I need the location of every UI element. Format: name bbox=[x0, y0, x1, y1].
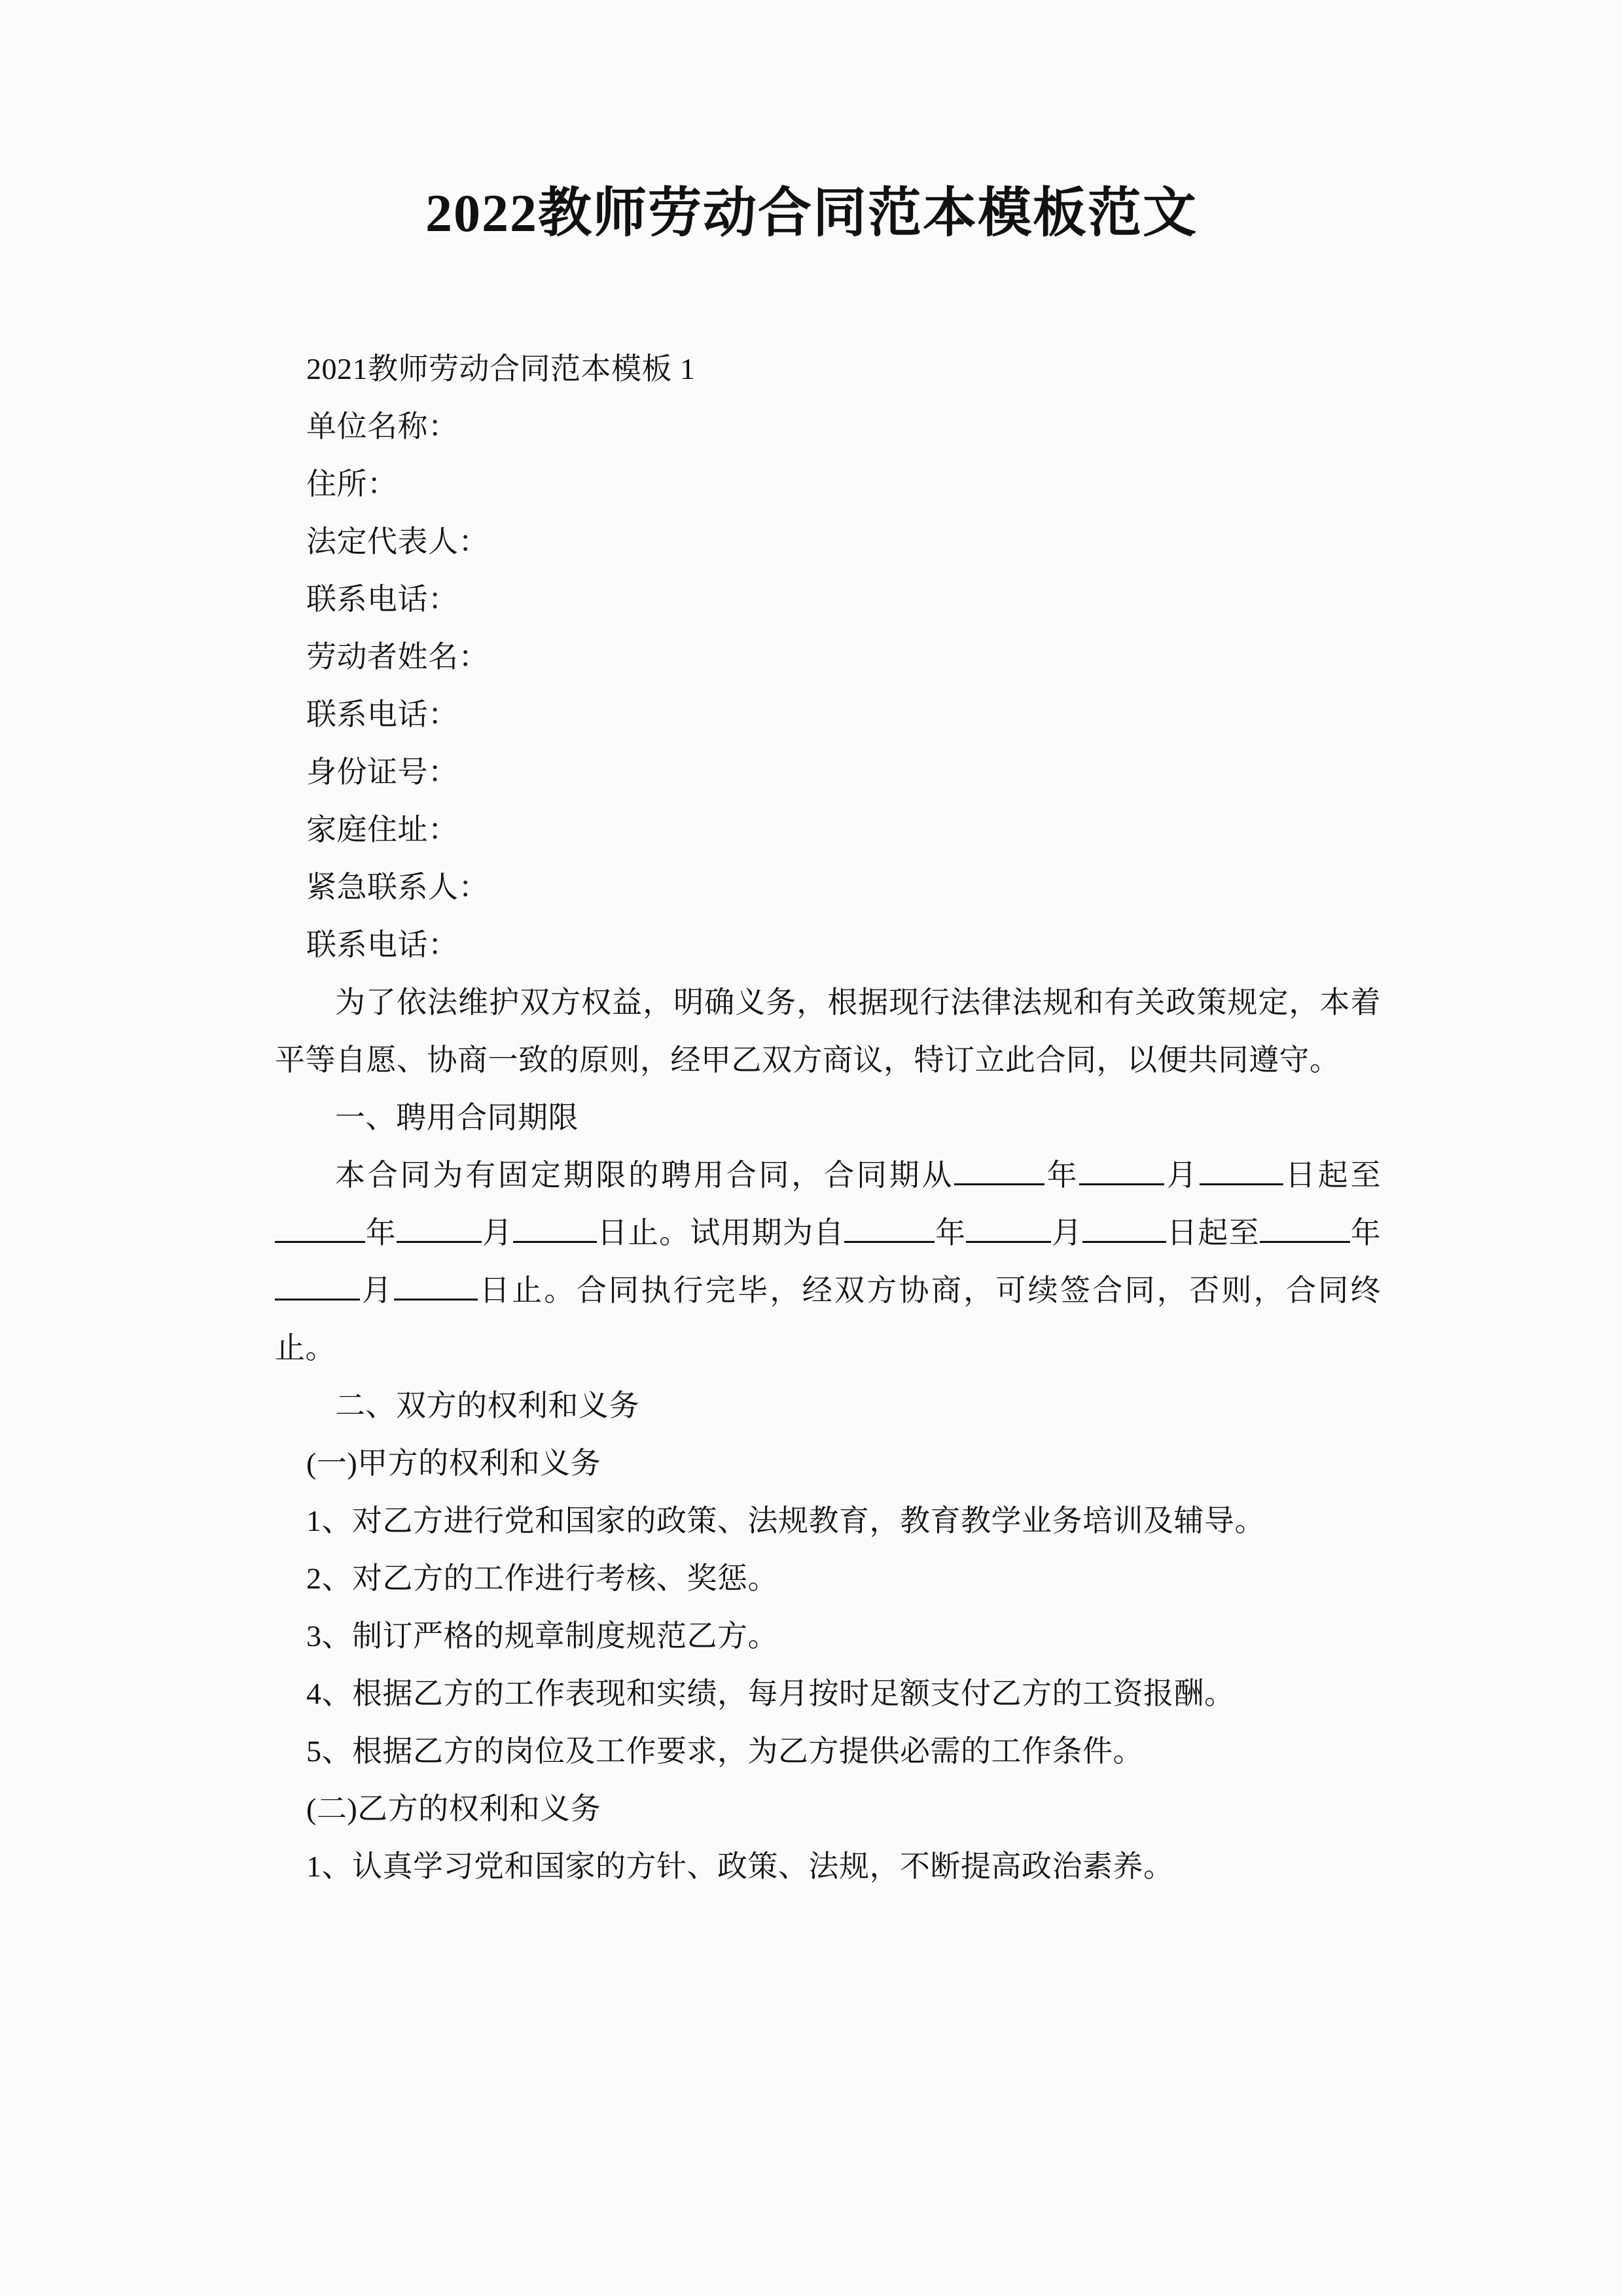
contract-term-paragraph bbox=[275, 1147, 1381, 1377]
term-segment-5: 日止。合同执行完毕，经双方协商，可续签合同，否则，合同终止。 bbox=[275, 1274, 1382, 1365]
list-item: 1、认真学习党和国家的方针、政策、法规，不断提高政治素养。 bbox=[306, 1850, 1174, 1883]
subsection-heading-party-a: (一)甲方的权利和义务 bbox=[306, 1446, 601, 1480]
subsection-heading-party-b: (二)乙方的权利和义务 bbox=[306, 1792, 601, 1825]
field-label-legal-representative: 法定代表人： bbox=[306, 525, 489, 558]
document-subheading: 2021教师劳动合同范本模板 1 bbox=[306, 352, 696, 386]
field-label-address: 住所： bbox=[306, 467, 398, 501]
field-label-worker-phone: 联系电话： bbox=[306, 698, 459, 731]
blank-end-year[interactable] bbox=[275, 1241, 365, 1243]
unit-year-2: 年 bbox=[365, 1216, 397, 1249]
page-title: 2022教师劳动合同范本模板范文 bbox=[425, 183, 1198, 243]
unit-month-4: 月 bbox=[360, 1274, 395, 1307]
blank-end-month[interactable] bbox=[397, 1241, 482, 1243]
blank-probation-end-year[interactable] bbox=[1260, 1241, 1350, 1243]
term-segment-2: 起至 bbox=[1317, 1158, 1382, 1192]
unit-month-2: 月 bbox=[481, 1216, 513, 1249]
unit-day-1: 日 bbox=[1283, 1158, 1318, 1192]
term-segment-1: 本合同为有固定期限的聘用合同，合同期从 bbox=[335, 1158, 955, 1192]
unit-year-3: 年 bbox=[935, 1216, 967, 1249]
unit-month-3: 月 bbox=[1051, 1216, 1083, 1249]
field-label-unit-phone: 联系电话： bbox=[306, 583, 459, 616]
blank-probation-end-month[interactable] bbox=[275, 1299, 360, 1300]
list-item: 3、制订严格的规章制度规范乙方。 bbox=[306, 1619, 778, 1653]
blank-probation-start-year[interactable] bbox=[844, 1241, 935, 1243]
field-label-home-address: 家庭住址： bbox=[306, 813, 459, 846]
field-label-worker-name: 劳动者姓名： bbox=[306, 640, 489, 673]
unit-year-1: 年 bbox=[1044, 1158, 1080, 1192]
section-heading-rights-obligations: 二、双方的权利和义务 bbox=[335, 1389, 639, 1422]
field-label-emergency-contact: 紧急联系人： bbox=[306, 870, 489, 904]
list-item: 4、根据乙方的工作表现和实绩，每月按时足额支付乙方的工资报酬。 bbox=[306, 1677, 1235, 1710]
unit-year-4: 年 bbox=[1349, 1216, 1382, 1249]
blank-end-day[interactable] bbox=[513, 1241, 597, 1243]
document-body bbox=[275, 340, 1381, 1895]
section-heading-contract-term: 一、聘用合同期限 bbox=[335, 1101, 579, 1134]
preamble-paragraph: 为了依法维护双方权益，明确义务，根据现行法律法规和有关政策规定，本着平等自愿、协商一致的原则，经甲乙双方商议，特订立此合同，以便共同遵守。 bbox=[275, 986, 1381, 1077]
blank-probation-start-month[interactable] bbox=[966, 1241, 1051, 1243]
field-label-unit-name: 单位名称： bbox=[306, 410, 459, 443]
blank-start-month[interactable] bbox=[1079, 1183, 1164, 1185]
unit-month-1: 月 bbox=[1164, 1158, 1200, 1192]
field-label-emergency-phone: 联系电话： bbox=[306, 928, 459, 961]
list-item: 1、对乙方进行党和国家的政策、法规教育，教育教学业务培训及辅导。 bbox=[306, 1504, 1265, 1537]
blank-start-year[interactable] bbox=[954, 1183, 1044, 1185]
list-item: 2、对乙方的工作进行考核、奖惩。 bbox=[306, 1562, 778, 1595]
term-segment-4: 日起至 bbox=[1166, 1216, 1260, 1249]
blank-start-day[interactable] bbox=[1200, 1183, 1283, 1185]
blank-probation-start-day[interactable] bbox=[1082, 1241, 1166, 1243]
blank-probation-end-day[interactable] bbox=[394, 1299, 478, 1300]
list-item: 5、根据乙方的岗位及工作要求，为乙方提供必需的工作条件。 bbox=[306, 1734, 1143, 1768]
field-label-id-number: 身份证号： bbox=[306, 755, 459, 789]
term-segment-3: 日止。试用期为自 bbox=[596, 1216, 845, 1249]
